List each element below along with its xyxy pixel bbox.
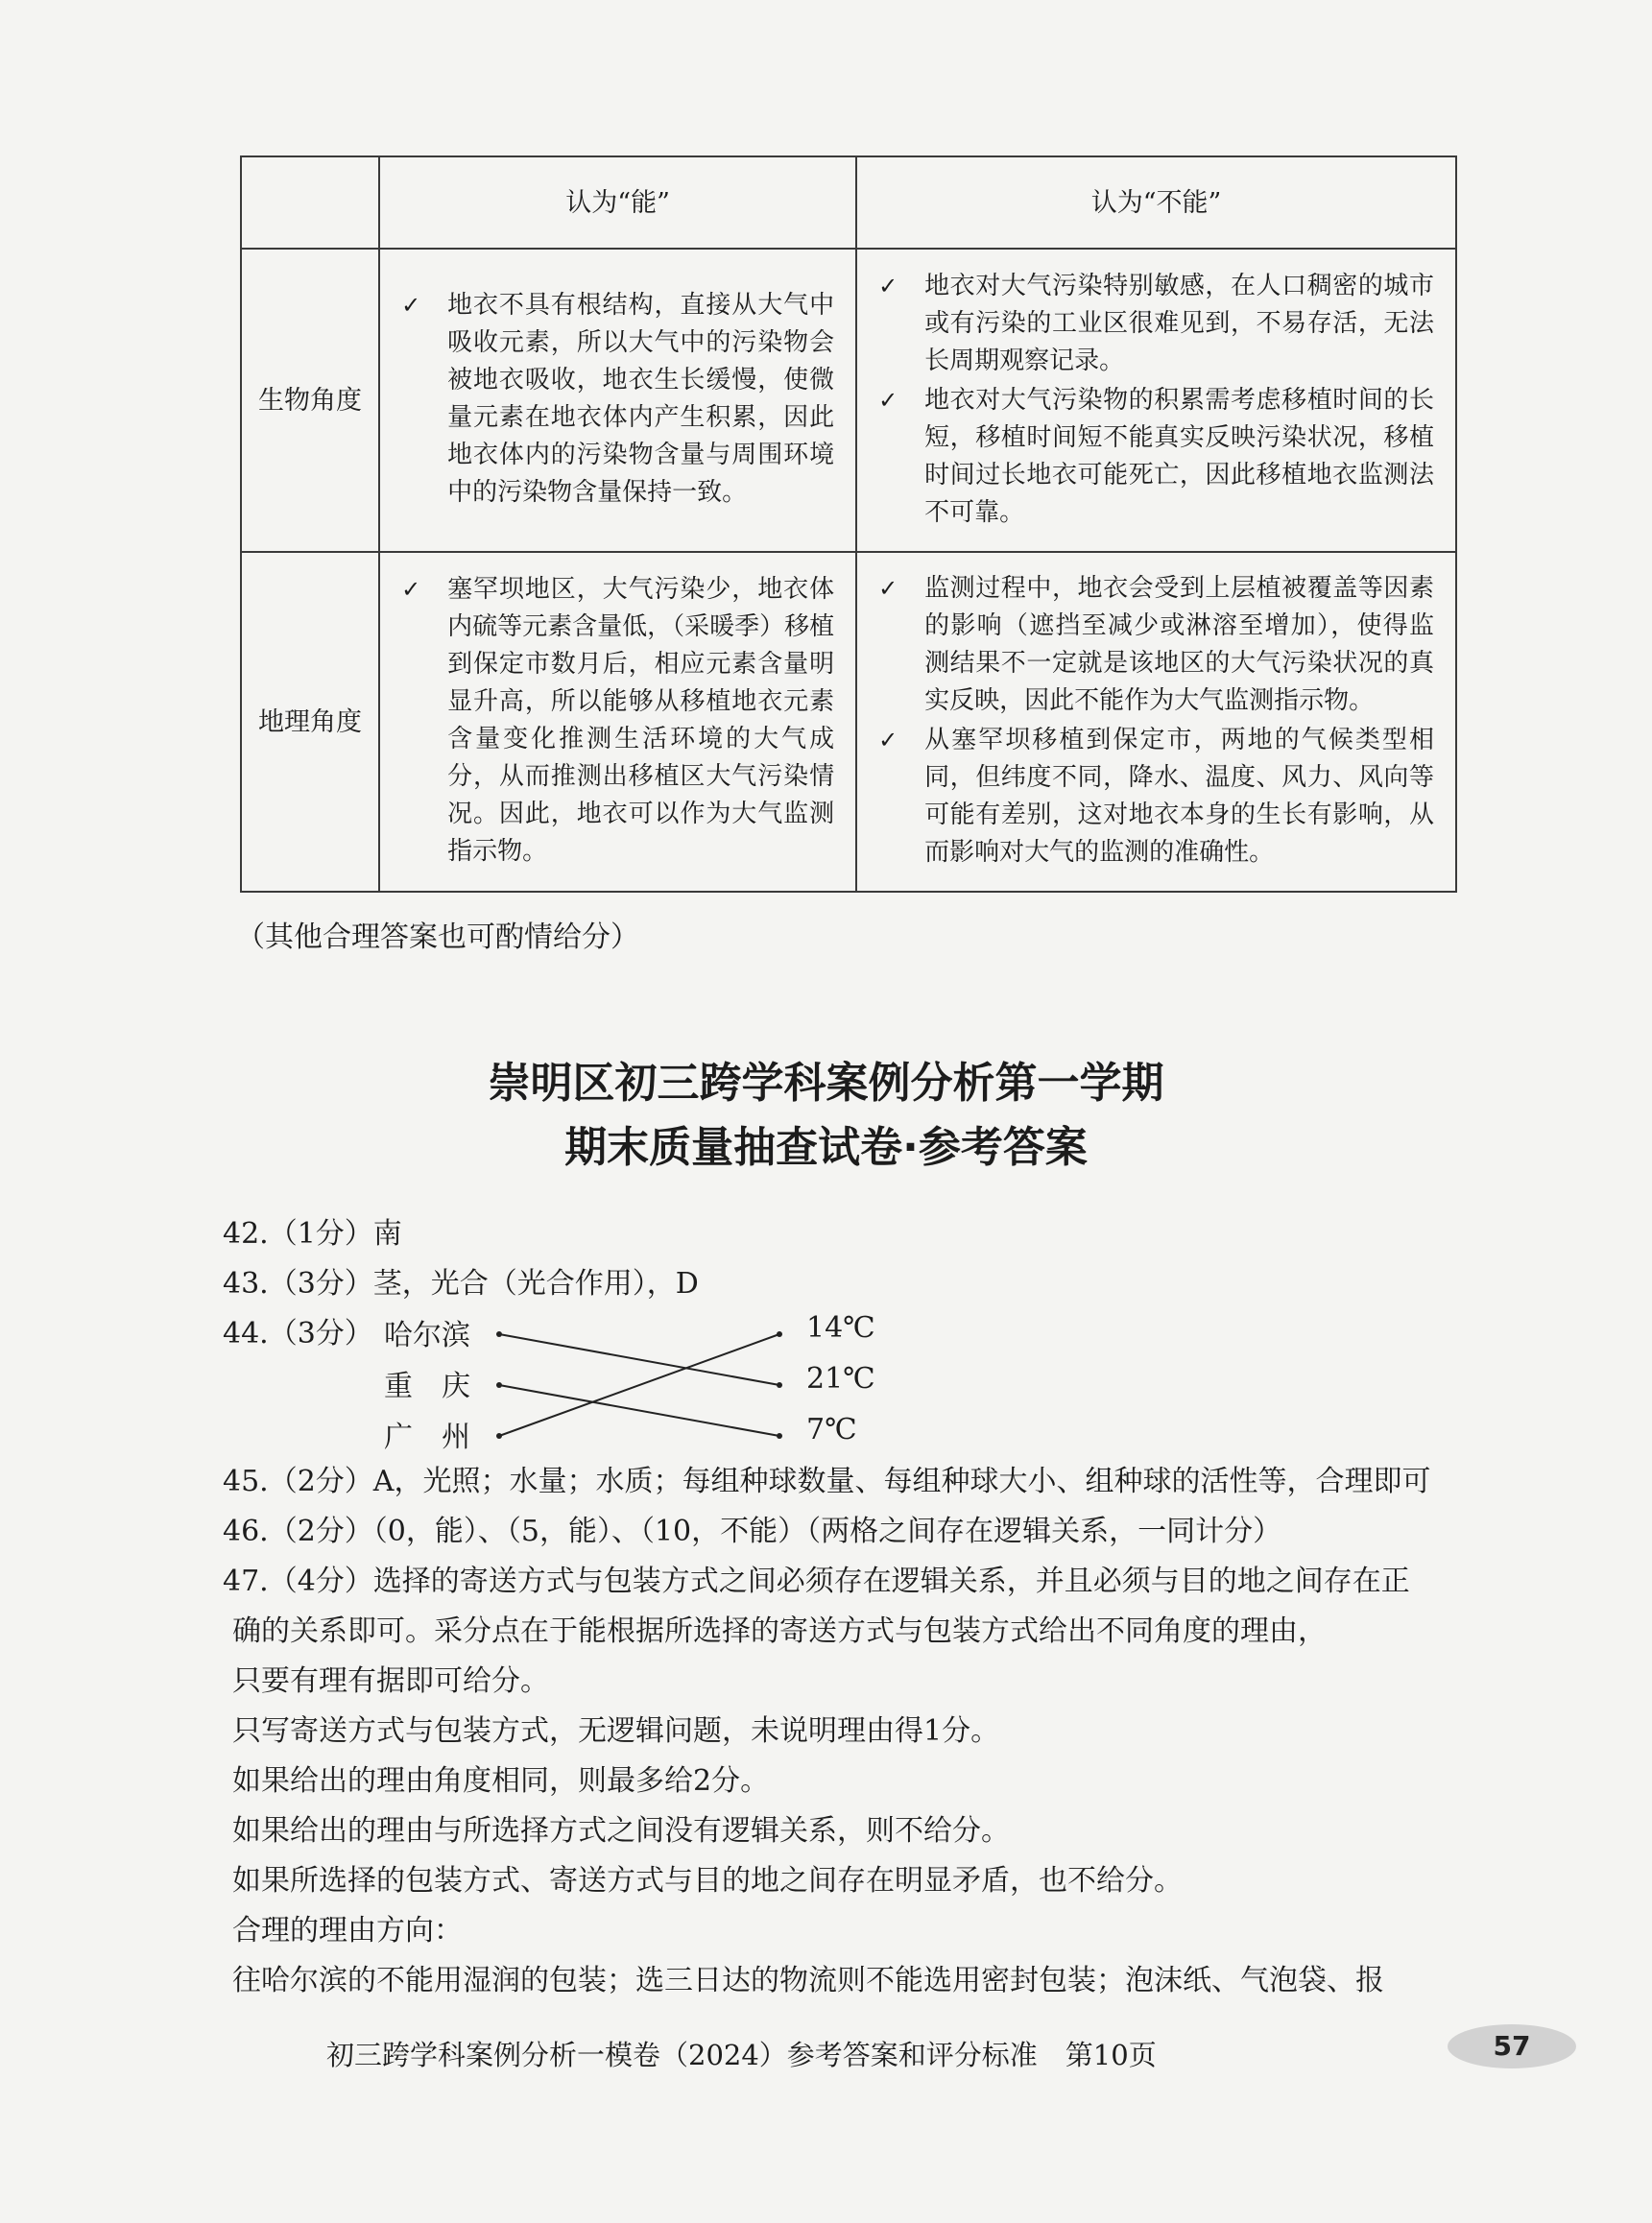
section-title-line1: 崇明区初三跨学科案例分析第一学期 (488, 1059, 1164, 1108)
item-text: 监测过程中，地衣会受到上层植被覆盖等因素的影响（遮挡至减少或淋溶至增加），使得监测结果不一定就是该地区的大气污染状况的真实反映，因此不能作为大气监测指示物。 (924, 574, 1434, 715)
check-icon: ✓ (878, 727, 898, 753)
check-icon: ✓ (401, 576, 421, 603)
match-temp-21: 21℃ (806, 1362, 875, 1396)
answer-42: 42.（1分）南 (223, 1217, 402, 1251)
row-label-geography: 地理角度 (241, 552, 379, 892)
answer-47-line6: 如果给出的理由与所选择方式之间没有逻辑关系，则不给分。 (232, 1814, 1010, 1848)
answer-47-line8: 合理的理由方向： (232, 1914, 463, 1948)
match-temp-7: 7℃ (806, 1413, 857, 1446)
item-text: 地衣对大气污染物的积累需考虑移植时间的长短，移植时间短不能真实反映污染状况，移植时间过长地衣可能死亡，因此移植地衣监测法不可靠。 (924, 385, 1434, 527)
answer-46: 46.（2分）（0，能）、（5，能）、（10，不能）（两格之间存在逻辑关系，一同计分） (223, 1515, 1282, 1548)
match-line (499, 1334, 779, 1436)
answer-44-label: 44.（3分） (223, 1317, 373, 1351)
section-title-line2: 期末质量抽查试卷·参考答案 (564, 1123, 1088, 1172)
answer-45: 45.（2分）A，光照；水量；水质；每组种球数量、每组种球大小、组种球的活性等，合理即可 (223, 1465, 1431, 1498)
answer-47-line4: 只写寄送方式与包装方式，无逻辑问题，未说明理由得1分。 (232, 1714, 1000, 1748)
check-icon: ✓ (401, 292, 421, 319)
check-icon: ✓ (878, 272, 898, 299)
match-line (499, 1334, 779, 1385)
item-text: 塞罕坝地区，大气污染少，地衣体内硫等元素含量低，（采暖季）移植到保定市数月后，相应元素含量明显升高，所以能够从移植地衣元素含量变化推测生活环境的大气成分，从而推测出移植区大气污染情况。因此，地衣可以作为大气监测指示物。 (447, 575, 835, 866)
scoring-note: （其他合理答案也可酌情给分） (236, 920, 639, 954)
match-temp-14: 14℃ (806, 1311, 875, 1345)
page-footer: 初三跨学科案例分析一模卷（2024）参考答案和评分标准 第10页 (326, 2039, 1157, 2071)
item-text: 地衣对大气污染特别敏感，在人口稠密的城市或有污染的工业区很难见到，不易存活，无法长周期观察记录。 (924, 271, 1434, 375)
header-yes: 认为“能” (379, 156, 856, 249)
match-line (499, 1385, 779, 1436)
match-city-chongqing: 重 庆 (384, 1370, 470, 1403)
match-city-guangzhou: 广 州 (384, 1421, 470, 1454)
answer-43: 43.（3分）茎，光合（光合作用），D (223, 1267, 699, 1301)
answer-47-line1: 47.（4分）选择的寄送方式与包装方式之间必须存在逻辑关系，并且必须与目的地之间存在正 (223, 1565, 1410, 1598)
item-text: 从塞罕坝移植到保定市，两地的气候类型相同，但纬度不同，降水、温度、风力、风向等可能有差别，这对地衣本身的生长有影响，从而影响对大气的监测的准确性。 (924, 726, 1434, 867)
item-text: 地衣不具有根结构，直接从大气中吸收元素，所以大气中的污染物会被地衣吸收，地衣生长缓慢，使微量元素在地衣体内产生积累，因此地衣体内的污染物含量与周围环境中的污染物含量保持一致。 (447, 291, 835, 507)
check-icon: ✓ (878, 386, 898, 414)
header-no: 认为“不能” (856, 156, 1456, 249)
row-label-biology: 生物角度 (241, 249, 379, 552)
answer-47-line7: 如果所选择的包装方式、寄送方式与目的地之间存在明显矛盾，也不给分。 (232, 1864, 1183, 1898)
page-number-badge: 57 (1448, 2024, 1576, 2068)
answer-47-line3: 只要有理有据即可给分。 (232, 1664, 549, 1698)
answer-47-line5: 如果给出的理由角度相同，则最多给2分。 (232, 1764, 770, 1798)
match-city-harbin: 哈尔滨 (384, 1319, 470, 1352)
check-icon: ✓ (878, 575, 898, 602)
answer-47-line9: 往哈尔滨的不能用湿润的包装；选三日达的物流则不能选用密封包装；泡沫纸、气泡袋、报 (232, 1964, 1384, 1997)
answer-47-line2: 确的关系即可。采分点在于能根据所选择的寄送方式与包装方式给出不同角度的理由， (232, 1614, 1327, 1648)
